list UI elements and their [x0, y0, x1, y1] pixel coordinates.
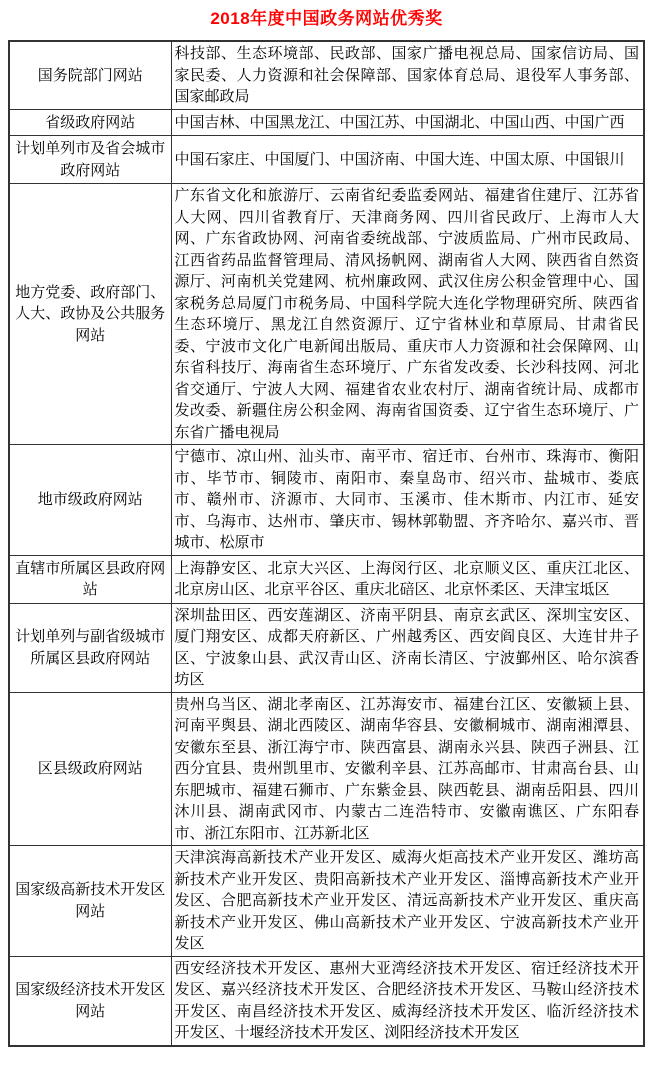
table-row: [9, 109, 644, 136]
awards-table: [8, 40, 645, 1047]
table-row: [9, 41, 644, 109]
table-row: [9, 846, 644, 957]
winners-cell: 宁德市、凉山州、汕头市、南平市、宿迁市、台州市、珠海市、衡阳市、毕节市、铜陵市、南阳市、秦皇岛市、绍兴市、盐城市、娄底市、赣州市、济源市、大同市、玉溪市、佳木斯市、内江市、延安市、乌海市、达州市、肇庆市、锡林郭勒盟、齐齐哈尔、嘉兴市、晋城市、松原市: [171, 445, 644, 556]
category-cell: 地市级政府网站: [9, 445, 171, 556]
winners-cell: 深圳盐田区、西安莲湖区、济南平阴县、南京玄武区、深圳宝安区、厦门翔安区、成都天府新区、广州越秀区、西安阎良区、大连甘井子区、宁波象山县、武汉青山区、济南长清区、宁波鄞州区、哈尔滨香坊区: [171, 603, 644, 692]
winners-cell: 科技部、生态环境部、民政部、国家广播电视总局、国家信访局、国家民委、人力资源和社会保障部、国家体育总局、退役军人事务部、国家邮政局: [171, 41, 644, 109]
table-row: [9, 603, 644, 692]
table-row: [9, 445, 644, 556]
category-cell: 省级政府网站: [9, 109, 171, 136]
winners-cell: 中国吉林、中国黑龙江、中国江苏、中国湖北、中国山西、中国广西: [171, 109, 644, 136]
winners-cell: 广东省文化和旅游厅、云南省纪委监委网站、福建省住建厅、江苏省人大网、四川省教育厅、天津商务网、四川省民政厅、上海市人大网、广东省政协网、河南省委统战部、宁波质监局、广州市民政局、江西省药品监督管理局、清风扬帆网、湖南省人大网、陕西省自然资源厅、河南机关党建网、杭州廉政网、武汉住房公积金管理中心、国家税务总局厦门市税务局、中国科学院大连化学物理研究所、陕西省生态环境厅、黑龙江自然资源厅、辽宁省林业和草原局、甘肃省民委、宁波市文化广电新闻出版局、重庆市人力资源和社会保障网、山东省科技厅、海南省生态环境厅、广东省发改委、长沙科技网、河北省交通厅、宁波人大网、福建省农业农村厅、湖南省统计局、成都市发改委、新疆住房公积金网、海南省国资委、辽宁省生态环境厅、广东省广播电视局: [171, 184, 644, 445]
winners-cell: 西安经济技术开发区、惠州大亚湾经济技术开发区、宿迁经济技术开发区、嘉兴经济技术开发区、合肥经济技术开发区、马鞍山经济技术开发区、南昌经济技术开发区、威海经济技术开发区、临沂经济技术开发区、十堰经济技术开发区、浏阳经济技术开发区: [171, 956, 644, 1046]
category-cell: 地方党委、政府部门、人大、政协及公共服务网站: [9, 184, 171, 445]
table-row: [9, 956, 644, 1046]
winners-cell: 贵州乌当区、湖北孝南区、江苏海安市、福建台江区、安徽颍上县、河南平舆县、湖北西陵区、湖南华容县、安徽桐城市、湖南湘潭县、安徽东至县、浙江海宁市、陕西富县、湖南永兴县、陕西子洲县、江西分宜县、贵州凯里市、安徽利辛县、江苏高邮市、甘肃高台县、山东肥城市、福建石狮市、广东紫金县、陕西乾县、湖南岳阳县、四川沐川县、湖南武冈市、内蒙古二连浩特市、安徽南谯区、广东阳春市、浙江东阳市、江苏新北区: [171, 692, 644, 846]
table-row: [9, 555, 644, 603]
category-cell: 直辖市所属区县政府网站: [9, 555, 171, 603]
category-cell: 国务院部门网站: [9, 41, 171, 109]
page-title: 2018年度中国政务网站优秀奖: [210, 9, 443, 28]
category-cell: 国家级经济技术开发区网站: [9, 956, 171, 1046]
category-cell: 区县级政府网站: [9, 692, 171, 846]
category-cell: 国家级高新技术开发区网站: [9, 846, 171, 957]
winners-cell: 中国石家庄、中国厦门、中国济南、中国大连、中国太原、中国银川: [171, 136, 644, 184]
category-cell: 计划单列市及省会城市政府网站: [9, 136, 171, 184]
category-cell: 计划单列与副省级城市所属区县政府网站: [9, 603, 171, 692]
table-row: [9, 136, 644, 184]
winners-cell: 天津滨海高新技术产业开发区、威海火炬高技术产业开发区、潍坊高新技术产业开发区、贵阳高新技术产业开发区、淄博高新技术产业开发区、合肥高新技术产业开发区、清远高新技术产业开发区、重庆高新技术产业开发区、佛山高新技术产业开发区、宁波高新技术产业开发区: [171, 846, 644, 957]
table-row: [9, 692, 644, 846]
winners-cell: 上海静安区、北京大兴区、上海闵行区、北京顺义区、重庆江北区、北京房山区、北京平谷区、重庆北碚区、北京怀柔区、天津宝坻区: [171, 555, 644, 603]
table-row: [9, 184, 644, 445]
